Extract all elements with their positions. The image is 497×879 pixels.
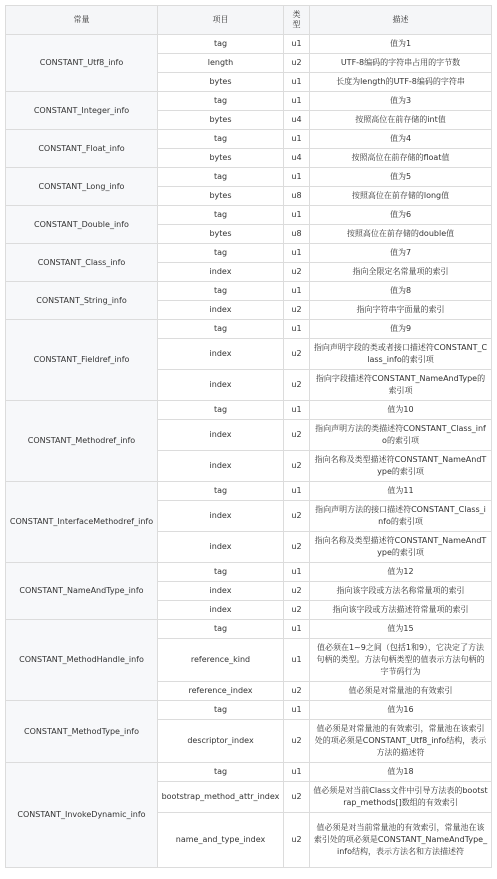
item-cell: tag bbox=[158, 701, 284, 720]
type-cell: u2 bbox=[284, 582, 310, 601]
description-cell: 值为6 bbox=[310, 206, 492, 225]
type-cell: u1 bbox=[284, 401, 310, 420]
table-row bbox=[6, 320, 492, 339]
table-row bbox=[6, 130, 492, 149]
type-cell: u1 bbox=[284, 563, 310, 582]
constant-name-cell: CONSTANT_Fieldref_info bbox=[6, 320, 158, 401]
type-cell: u2 bbox=[284, 263, 310, 282]
type-cell: u1 bbox=[284, 320, 310, 339]
description-cell: 指向该字段或方法名称常量项的索引 bbox=[310, 582, 492, 601]
item-cell: index bbox=[158, 532, 284, 563]
type-cell: u2 bbox=[284, 54, 310, 73]
table-row bbox=[6, 282, 492, 301]
table-row bbox=[6, 482, 492, 501]
description-cell: 值为8 bbox=[310, 282, 492, 301]
item-cell: tag bbox=[158, 92, 284, 111]
type-cell: u1 bbox=[284, 73, 310, 92]
constant-pool-table-container bbox=[5, 5, 492, 868]
table-header-row bbox=[6, 6, 492, 35]
table-row bbox=[6, 35, 492, 54]
type-cell: u1 bbox=[284, 35, 310, 54]
description-cell: 值必须是对常量池的有效索引 bbox=[310, 682, 492, 701]
item-cell: bytes bbox=[158, 187, 284, 206]
type-cell: u2 bbox=[284, 451, 310, 482]
item-cell: bootstrap_method_attr_index bbox=[158, 782, 284, 813]
type-cell: u8 bbox=[284, 187, 310, 206]
type-cell: u1 bbox=[284, 701, 310, 720]
description-cell: 按照高位在前存储的float值 bbox=[310, 149, 492, 168]
description-cell: 值为3 bbox=[310, 92, 492, 111]
item-cell: index bbox=[158, 582, 284, 601]
item-cell: tag bbox=[158, 130, 284, 149]
item-cell: index bbox=[158, 420, 284, 451]
description-cell: 指向全限定名常量项的索引 bbox=[310, 263, 492, 282]
type-cell: u1 bbox=[284, 168, 310, 187]
item-cell: tag bbox=[158, 320, 284, 339]
description-cell: 值为10 bbox=[310, 401, 492, 420]
type-cell: u2 bbox=[284, 682, 310, 701]
item-cell: tag bbox=[158, 563, 284, 582]
header-type-line-2: 型 bbox=[292, 20, 301, 29]
item-cell: tag bbox=[158, 244, 284, 263]
constant-name-cell: CONSTANT_Float_info bbox=[6, 130, 158, 168]
constant-name-cell: CONSTANT_InvokeDynamic_info bbox=[6, 763, 158, 868]
constant-pool-table bbox=[5, 5, 492, 868]
description-cell: 指向该字段或方法描述符常量项的索引 bbox=[310, 601, 492, 620]
type-cell: u1 bbox=[284, 130, 310, 149]
table-row bbox=[6, 620, 492, 639]
table-row bbox=[6, 244, 492, 263]
constant-name-cell: CONSTANT_MethodType_info bbox=[6, 701, 158, 763]
type-cell: u2 bbox=[284, 782, 310, 813]
item-cell: index bbox=[158, 601, 284, 620]
table-body bbox=[6, 35, 492, 868]
constant-name-cell: CONSTANT_InterfaceMethodref_info bbox=[6, 482, 158, 563]
description-cell: 值必须是对当前常量池的有效索引，常量池在该索引处的项必须是CONSTANT_NameAndType_info结构，表示方法名和方法描述符 bbox=[310, 813, 492, 868]
description-cell: 值必须在1~9之间（包括1和9），它决定了方法句柄的类型。方法句柄类型的值表示方法句柄的字节码行为 bbox=[310, 639, 492, 682]
description-cell: 值为16 bbox=[310, 701, 492, 720]
description-cell: 指向字段描述符CONSTANT_NameAndType的索引项 bbox=[310, 370, 492, 401]
description-cell: 按照高位在前存储的int值 bbox=[310, 111, 492, 130]
item-cell: index bbox=[158, 501, 284, 532]
type-cell: u2 bbox=[284, 339, 310, 370]
description-cell: 指向名称及类型描述符CONSTANT_NameAndType的索引项 bbox=[310, 451, 492, 482]
description-cell: 值为5 bbox=[310, 168, 492, 187]
type-cell: u1 bbox=[284, 763, 310, 782]
description-cell: 值为1 bbox=[310, 35, 492, 54]
description-cell: 按照高位在前存储的double值 bbox=[310, 225, 492, 244]
header-item: 项目 bbox=[158, 6, 284, 35]
description-cell: 值为4 bbox=[310, 130, 492, 149]
type-cell: u2 bbox=[284, 420, 310, 451]
type-cell: u2 bbox=[284, 532, 310, 563]
type-cell: u1 bbox=[284, 92, 310, 111]
constant-name-cell: CONSTANT_Utf8_info bbox=[6, 35, 158, 92]
table-row bbox=[6, 206, 492, 225]
header-constant: 常量 bbox=[6, 6, 158, 35]
constant-name-cell: CONSTANT_String_info bbox=[6, 282, 158, 320]
table-row bbox=[6, 763, 492, 782]
description-cell: 指向名称及类型描述符CONSTANT_NameAndType的索引项 bbox=[310, 532, 492, 563]
description-cell: 值为7 bbox=[310, 244, 492, 263]
table-row bbox=[6, 168, 492, 187]
item-cell: bytes bbox=[158, 149, 284, 168]
header-type bbox=[284, 6, 310, 35]
type-cell: u2 bbox=[284, 501, 310, 532]
description-cell: 值为12 bbox=[310, 563, 492, 582]
table-row bbox=[6, 701, 492, 720]
item-cell: tag bbox=[158, 620, 284, 639]
item-cell: length bbox=[158, 54, 284, 73]
item-cell: bytes bbox=[158, 111, 284, 130]
type-cell: u1 bbox=[284, 282, 310, 301]
description-cell: 按照高位在前存储的long值 bbox=[310, 187, 492, 206]
type-cell: u1 bbox=[284, 206, 310, 225]
table-row bbox=[6, 563, 492, 582]
item-cell: index bbox=[158, 301, 284, 320]
item-cell: bytes bbox=[158, 225, 284, 244]
type-cell: u2 bbox=[284, 301, 310, 320]
constant-name-cell: CONSTANT_NameAndType_info bbox=[6, 563, 158, 620]
type-cell: u1 bbox=[284, 482, 310, 501]
type-cell: u1 bbox=[284, 639, 310, 682]
description-cell: 指向声明方法的类描述符CONSTANT_Class_info的索引项 bbox=[310, 420, 492, 451]
constant-name-cell: CONSTANT_Methodref_info bbox=[6, 401, 158, 482]
description-cell: 指向声明方法的接口描述符CONSTANT_Class_info的索引项 bbox=[310, 501, 492, 532]
header-description: 描述 bbox=[310, 6, 492, 35]
item-cell: tag bbox=[158, 282, 284, 301]
type-cell: u1 bbox=[284, 620, 310, 639]
description-cell: 值必须是对常量池的有效索引，常量池在该索引处的项必须是CONSTANT_Utf8_info结构，表示方法的描述符 bbox=[310, 720, 492, 763]
description-cell: UTF-8编码的字符串占用的字节数 bbox=[310, 54, 492, 73]
constant-name-cell: CONSTANT_MethodHandle_info bbox=[6, 620, 158, 701]
constant-name-cell: CONSTANT_Class_info bbox=[6, 244, 158, 282]
type-cell: u2 bbox=[284, 370, 310, 401]
item-cell: tag bbox=[158, 35, 284, 54]
constant-name-cell: CONSTANT_Double_info bbox=[6, 206, 158, 244]
item-cell: index bbox=[158, 451, 284, 482]
description-cell: 指向字符串字面量的索引 bbox=[310, 301, 492, 320]
item-cell: bytes bbox=[158, 73, 284, 92]
item-cell: index bbox=[158, 263, 284, 282]
table-row bbox=[6, 92, 492, 111]
item-cell: reference_kind bbox=[158, 639, 284, 682]
type-cell: u4 bbox=[284, 149, 310, 168]
item-cell: descriptor_index bbox=[158, 720, 284, 763]
description-cell: 值为18 bbox=[310, 763, 492, 782]
item-cell: index bbox=[158, 339, 284, 370]
description-cell: 值为11 bbox=[310, 482, 492, 501]
item-cell: tag bbox=[158, 168, 284, 187]
description-cell: 值为9 bbox=[310, 320, 492, 339]
constant-name-cell: CONSTANT_Integer_info bbox=[6, 92, 158, 130]
item-cell: tag bbox=[158, 482, 284, 501]
item-cell: tag bbox=[158, 206, 284, 225]
description-cell: 值为15 bbox=[310, 620, 492, 639]
description-cell: 指向声明字段的类或者接口描述符CONSTANT_Class_info的索引项 bbox=[310, 339, 492, 370]
item-cell: name_and_type_index bbox=[158, 813, 284, 868]
constant-name-cell: CONSTANT_Long_info bbox=[6, 168, 158, 206]
item-cell: tag bbox=[158, 763, 284, 782]
table-row bbox=[6, 401, 492, 420]
item-cell: index bbox=[158, 370, 284, 401]
item-cell: reference_index bbox=[158, 682, 284, 701]
description-cell: 长度为length的UTF-8编码的字符串 bbox=[310, 73, 492, 92]
type-cell: u2 bbox=[284, 601, 310, 620]
type-cell: u2 bbox=[284, 720, 310, 763]
type-cell: u2 bbox=[284, 813, 310, 868]
header-type-line-1: 类 bbox=[292, 10, 301, 19]
type-cell: u4 bbox=[284, 111, 310, 130]
type-cell: u1 bbox=[284, 244, 310, 263]
type-cell: u8 bbox=[284, 225, 310, 244]
item-cell: tag bbox=[158, 401, 284, 420]
description-cell: 值必须是对当前Class文件中引导方法表的bootstrap_methods[]数组的有效索引 bbox=[310, 782, 492, 813]
